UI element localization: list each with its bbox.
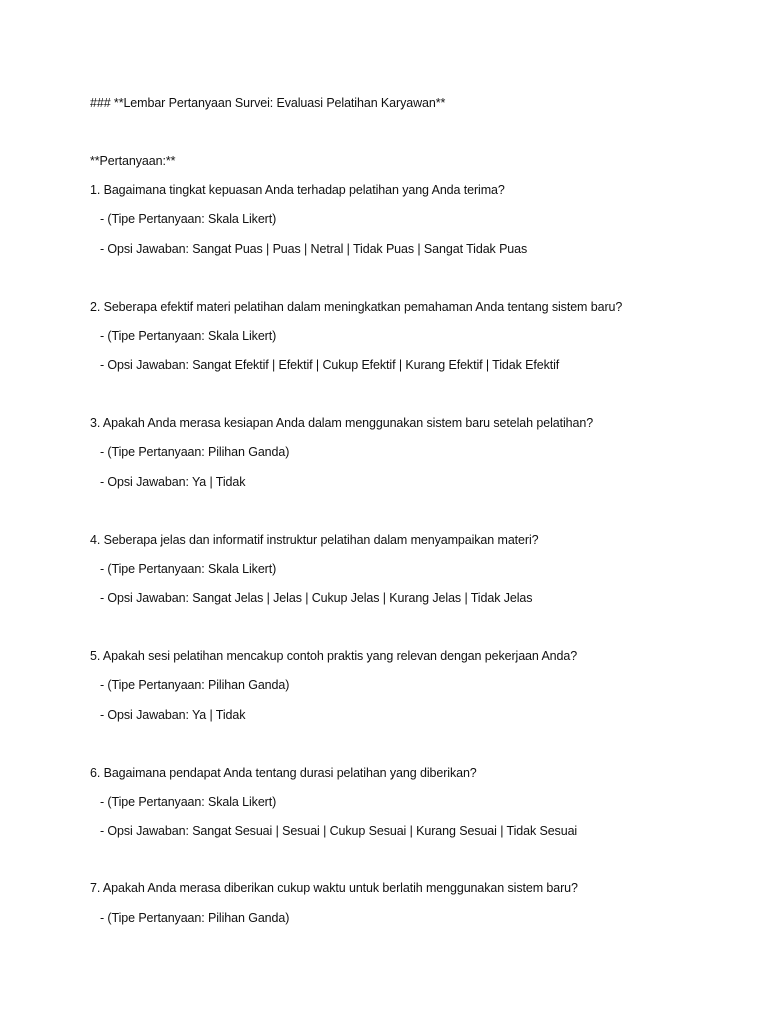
question-4-options: - Opsi Jawaban: Sangat Jelas | Jelas | Cukup Jelas | Kurang Jelas | Tidak Jelas	[100, 591, 533, 605]
section-label: **Pertanyaan:**	[90, 154, 176, 168]
question-4-text: 4. Seberapa jelas dan informatif instruktur pelatihan dalam menyampaikan materi?	[90, 533, 539, 547]
question-3-options: - Opsi Jawaban: Ya | Tidak	[100, 475, 246, 489]
question-5-type: - (Tipe Pertanyaan: Pilihan Ganda)	[100, 678, 290, 692]
question-2-options: - Opsi Jawaban: Sangat Efektif | Efektif | Cukup Efektif | Kurang Efektif | Tidak Efektif	[100, 358, 560, 372]
question-7-text: 7. Apakah Anda merasa diberikan cukup waktu untuk berlatih menggunakan sistem baru?	[90, 881, 578, 895]
question-6-type: - (Tipe Pertanyaan: Skala Likert)	[100, 795, 277, 809]
question-1-options: - Opsi Jawaban: Sangat Puas | Puas | Netral | Tidak Puas | Sangat Tidak Puas	[100, 242, 528, 256]
question-2-type: - (Tipe Pertanyaan: Skala Likert)	[100, 329, 277, 343]
question-1-type: - (Tipe Pertanyaan: Skala Likert)	[100, 212, 277, 226]
question-6-options: - Opsi Jawaban: Sangat Sesuai | Sesuai | Cukup Sesuai | Kurang Sesuai | Tidak Sesuai	[100, 824, 578, 838]
question-4-type: - (Tipe Pertanyaan: Skala Likert)	[100, 562, 277, 576]
question-7-type: - (Tipe Pertanyaan: Pilihan Ganda)	[100, 911, 290, 925]
question-1-text: 1. Bagaimana tingkat kepuasan Anda terhadap pelatihan yang Anda terima?	[90, 183, 505, 197]
question-5-options: - Opsi Jawaban: Ya | Tidak	[100, 708, 246, 722]
document-heading: ### **Lembar Pertanyaan Survei: Evaluasi Pelatihan Karyawan**	[90, 96, 446, 110]
question-3-text: 3. Apakah Anda merasa kesiapan Anda dalam menggunakan sistem baru setelah pelatihan?	[90, 416, 594, 430]
question-3-type: - (Tipe Pertanyaan: Pilihan Ganda)	[100, 445, 290, 459]
question-5-text: 5. Apakah sesi pelatihan mencakup contoh praktis yang relevan dengan pekerjaan Anda?	[90, 649, 578, 663]
question-6-text: 6. Bagaimana pendapat Anda tentang durasi pelatihan yang diberikan?	[90, 766, 477, 780]
question-2-text: 2. Seberapa efektif materi pelatihan dalam meningkatkan pemahaman Anda tentang sistem baru?	[90, 300, 623, 314]
